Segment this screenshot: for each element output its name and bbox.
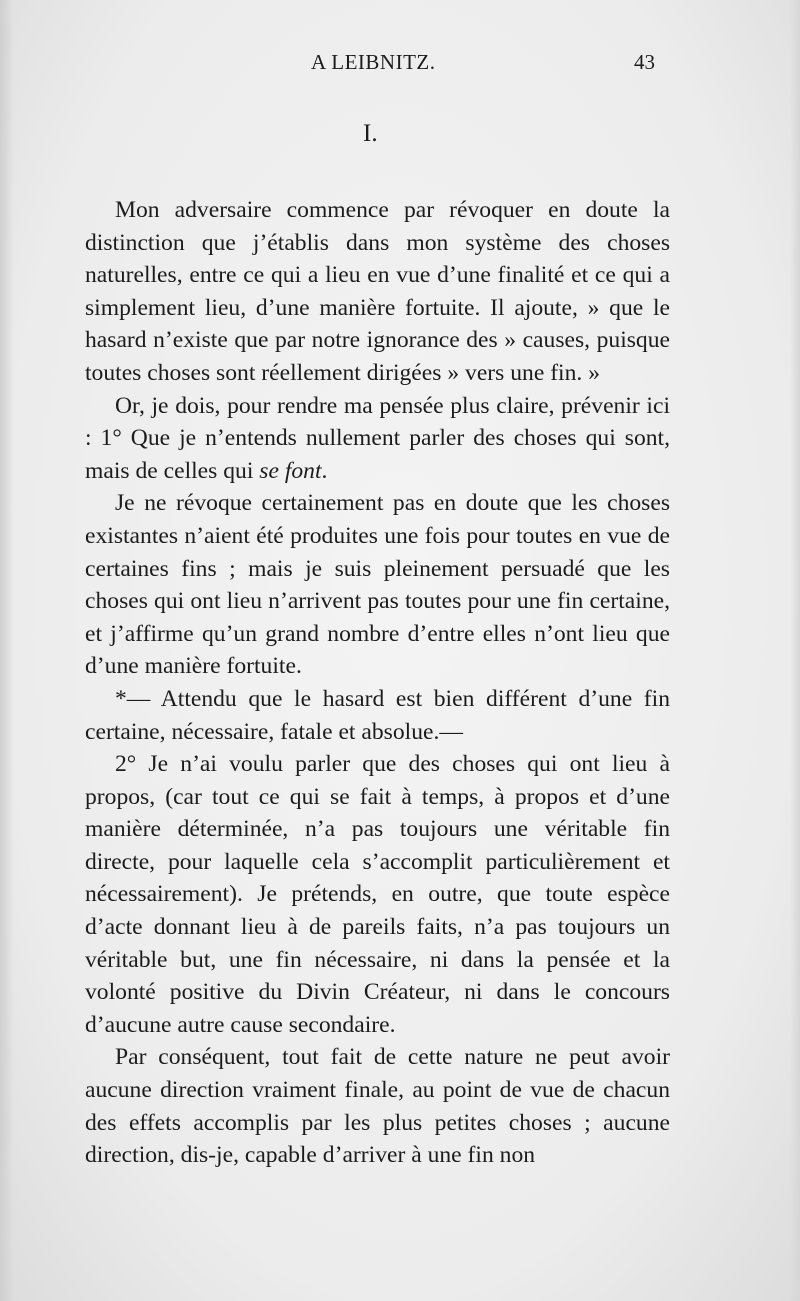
running-head [0, 50, 800, 80]
body-text [85, 194, 670, 1172]
paragraph-text: . [321, 457, 328, 484]
paragraph: Par conséquent, tout fait de cette nature ne peut avoir aucune direction vraiment finale, au point de vue de chacun des effets accomplis par les plus petites choses ; aucune direction, dis-je, capable d’arriver à une fin non [85, 1044, 670, 1169]
section-number: I. [363, 120, 378, 147]
page-number: 43 [634, 50, 655, 74]
page-right-shadow [790, 0, 800, 1301]
paragraph: Mon adversaire commence par révoquer en doute la distinction que j’établis dans mon système des choses naturelles, entre ce qui a lieu en vue d’une finalité et ce qui a simplement lieu, d’une manière fortuite. Il ajoute, » que le hasard n’existe que par notre ignorance des » causes, puisque toutes choses sont réellement dirigées » vers une fin. » [85, 197, 670, 386]
page-left-shadow [0, 0, 14, 1301]
paragraph-text: Or, je dois, pour rendre ma pensée plus claire, prévenir ici : 1° Que je n’entends nullement parler des choses qui sont, mais de celles qui [85, 392, 670, 484]
paragraph: Je ne révoque certainement pas en doute que les choses existantes n’aient été produites une fois pour toutes en vue de certaines fins ; mais je suis pleinement persuadé que les choses qui ont lieu n’arrivent pas toutes pour une fin certaine, et j’affirme qu’un grand nombre d’entre elles n’ont lieu que d’une manière fortuite. [85, 490, 670, 680]
paragraph [85, 390, 670, 488]
running-title: A LEIBNITZ. [311, 50, 436, 74]
emphasis-text: se font [259, 457, 322, 484]
paragraph: 2° Je n’ai voulu parler que des choses qui ont lieu à propos, (car tout ce qui se fait à temps, à propos et d’une manière déterminée, n’a pas toujours une véritable fin directe, pour laquelle cela s’accomplit particulièrement et nécessairement). Je prétends, en outre, que toute espèce d’acte donnant lieu à de pareils faits, n’a pas toujours un véritable but, une fin nécessaire, ni dans la pensée et la volonté positive du Divin Créateur, ni dans le concours d’aucune autre cause secondaire. [85, 751, 670, 1038]
paragraph: *— Attendu que le hasard est bien différent d’une fin certaine, nécessaire, fatale et absolue.— [85, 685, 670, 745]
